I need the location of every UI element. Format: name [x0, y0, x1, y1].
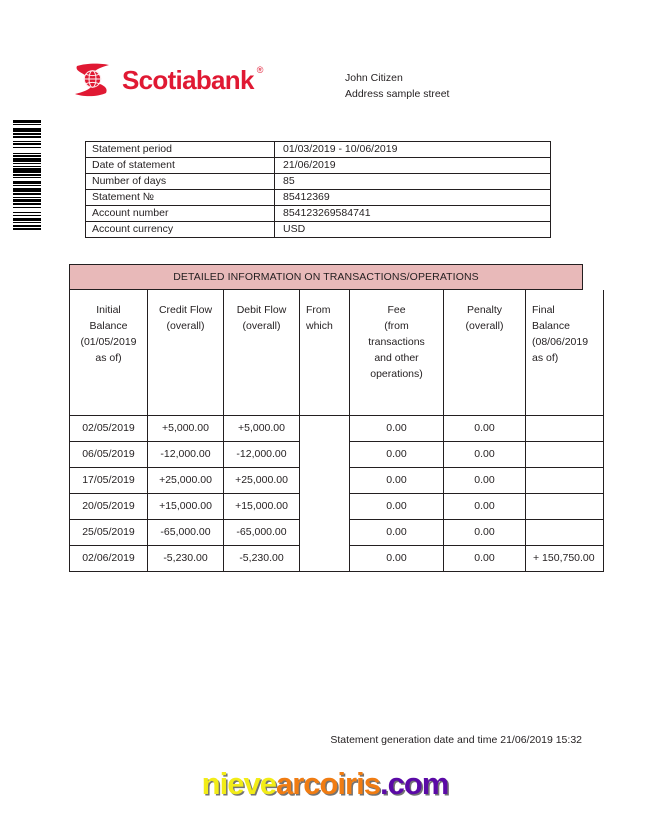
transaction-penalty: 0.00 — [444, 520, 526, 546]
transaction-debit-flow: -12,000.00 — [224, 442, 300, 468]
header-line: as of) — [95, 352, 122, 364]
transaction-credit-flow: -5,230.00 — [148, 546, 224, 572]
info-row — [86, 222, 551, 238]
transaction-final-balance: + 150,750.00 — [526, 546, 604, 572]
header-line: transactions — [368, 336, 425, 348]
registered-trademark-symbol: ® — [256, 65, 263, 75]
header-line: Credit Flow — [158, 304, 213, 316]
transaction-fee: 0.00 — [350, 468, 444, 494]
header-line: and other — [374, 352, 419, 364]
transaction-final-balance — [526, 520, 604, 546]
header-line: which — [306, 320, 333, 332]
info-row-value: USD — [275, 222, 551, 238]
document-header — [0, 0, 650, 120]
statement-generation-line: Statement generation date and time 21/06/2019 15:32 — [330, 734, 582, 746]
transaction-final-balance — [526, 416, 604, 442]
info-row — [86, 206, 551, 222]
transaction-fee: 0.00 — [350, 546, 444, 572]
column-header-credit-flow — [148, 290, 224, 416]
info-row-label: Statement № — [86, 190, 275, 206]
transaction-debit-flow: +5,000.00 — [224, 416, 300, 442]
transaction-debit-flow: +25,000.00 — [224, 468, 300, 494]
transaction-penalty: 0.00 — [444, 416, 526, 442]
barcode — [13, 120, 41, 253]
info-row-label: Date of statement — [86, 158, 275, 174]
info-row-label: Account currency — [86, 222, 275, 238]
transaction-final-balance — [526, 442, 604, 468]
transaction-row — [70, 416, 604, 442]
info-row-value: 854123269584741 — [275, 206, 551, 222]
column-header-from-which — [300, 290, 350, 416]
transaction-debit-flow: +15,000.00 — [224, 494, 300, 520]
header-line: (from — [384, 320, 409, 332]
transaction-credit-flow: +5,000.00 — [148, 416, 224, 442]
header-line: (overall) — [465, 320, 504, 332]
header-line: Debit Flow — [236, 304, 287, 316]
column-header-fee — [350, 290, 444, 416]
transaction-initial-balance: 20/05/2019 — [70, 494, 148, 520]
transaction-fee: 0.00 — [350, 442, 444, 468]
transaction-credit-flow: +15,000.00 — [148, 494, 224, 520]
info-row-value: 85 — [275, 174, 551, 190]
transactions-title-bar: DETAILED INFORMATION ON TRANSACTIONS/OPERATIONS — [69, 264, 583, 290]
info-row-label: Account number — [86, 206, 275, 222]
header-line: (overall) — [166, 320, 205, 332]
column-header-initial-balance — [70, 290, 148, 416]
info-row — [86, 174, 551, 190]
transaction-from-which — [300, 416, 350, 572]
info-row — [86, 158, 551, 174]
transaction-initial-balance: 02/05/2019 — [70, 416, 148, 442]
transaction-penalty: 0.00 — [444, 546, 526, 572]
transaction-credit-flow: -12,000.00 — [148, 442, 224, 468]
info-row-value: 01/03/2019 - 10/06/2019 — [275, 142, 551, 158]
column-header-final-balance — [526, 290, 604, 416]
watermark-part-com: .com — [379, 766, 449, 801]
header-line: Final — [532, 304, 555, 316]
transaction-initial-balance: 25/05/2019 — [70, 520, 148, 546]
info-row-label: Statement period — [86, 142, 275, 158]
statement-info-table — [85, 141, 551, 238]
recipient-block — [345, 70, 449, 102]
transaction-debit-flow: -5,230.00 — [224, 546, 300, 572]
header-line: as of) — [532, 352, 559, 364]
header-line: Initial — [96, 304, 121, 316]
transaction-final-balance — [526, 494, 604, 520]
scotiabank-wordmark — [122, 65, 263, 95]
column-header-penalty — [444, 290, 526, 416]
info-row-label: Number of days — [86, 174, 275, 190]
header-line: Balance — [532, 320, 570, 332]
transaction-credit-flow: -65,000.00 — [148, 520, 224, 546]
header-line: operations) — [370, 368, 423, 380]
recipient-name: John Citizen — [345, 72, 403, 84]
scotiabank-logo — [72, 62, 263, 98]
scotiabank-globe-s-icon — [72, 62, 114, 98]
header-line: Fee — [387, 304, 406, 316]
transaction-fee: 0.00 — [350, 520, 444, 546]
transactions-body — [70, 416, 604, 572]
watermark-part-nieve: nieve — [201, 766, 276, 801]
transaction-penalty: 0.00 — [444, 468, 526, 494]
header-line: (08/06/2019 — [532, 336, 589, 348]
info-row-value: 21/06/2019 — [275, 158, 551, 174]
header-line: From — [306, 304, 331, 316]
info-row-value: 85412369 — [275, 190, 551, 206]
transactions-header-row — [70, 290, 604, 416]
site-watermark — [0, 766, 650, 802]
transaction-final-balance — [526, 468, 604, 494]
barcode-stripe — [13, 230, 41, 233]
watermark-part-arcoiris: arcoiris — [275, 766, 380, 801]
transaction-debit-flow: -65,000.00 — [224, 520, 300, 546]
scotiabank-wordmark-text: Scotiabank — [122, 65, 254, 95]
info-row — [86, 190, 551, 206]
header-line: Balance — [89, 320, 128, 332]
transaction-penalty: 0.00 — [444, 442, 526, 468]
transaction-initial-balance: 06/05/2019 — [70, 442, 148, 468]
header-line: (01/05/2019 — [80, 336, 137, 348]
transaction-initial-balance: 02/06/2019 — [70, 546, 148, 572]
transaction-initial-balance: 17/05/2019 — [70, 468, 148, 494]
transactions-section — [69, 264, 595, 572]
column-header-debit-flow — [224, 290, 300, 416]
transaction-credit-flow: +25,000.00 — [148, 468, 224, 494]
header-line: Penalty — [466, 304, 503, 316]
header-line: (overall) — [242, 320, 281, 332]
transaction-fee: 0.00 — [350, 416, 444, 442]
statement-info-body — [86, 142, 551, 238]
transaction-fee: 0.00 — [350, 494, 444, 520]
info-row — [86, 142, 551, 158]
transaction-penalty: 0.00 — [444, 494, 526, 520]
transactions-table — [69, 290, 604, 572]
recipient-address: Address sample street — [345, 88, 450, 100]
